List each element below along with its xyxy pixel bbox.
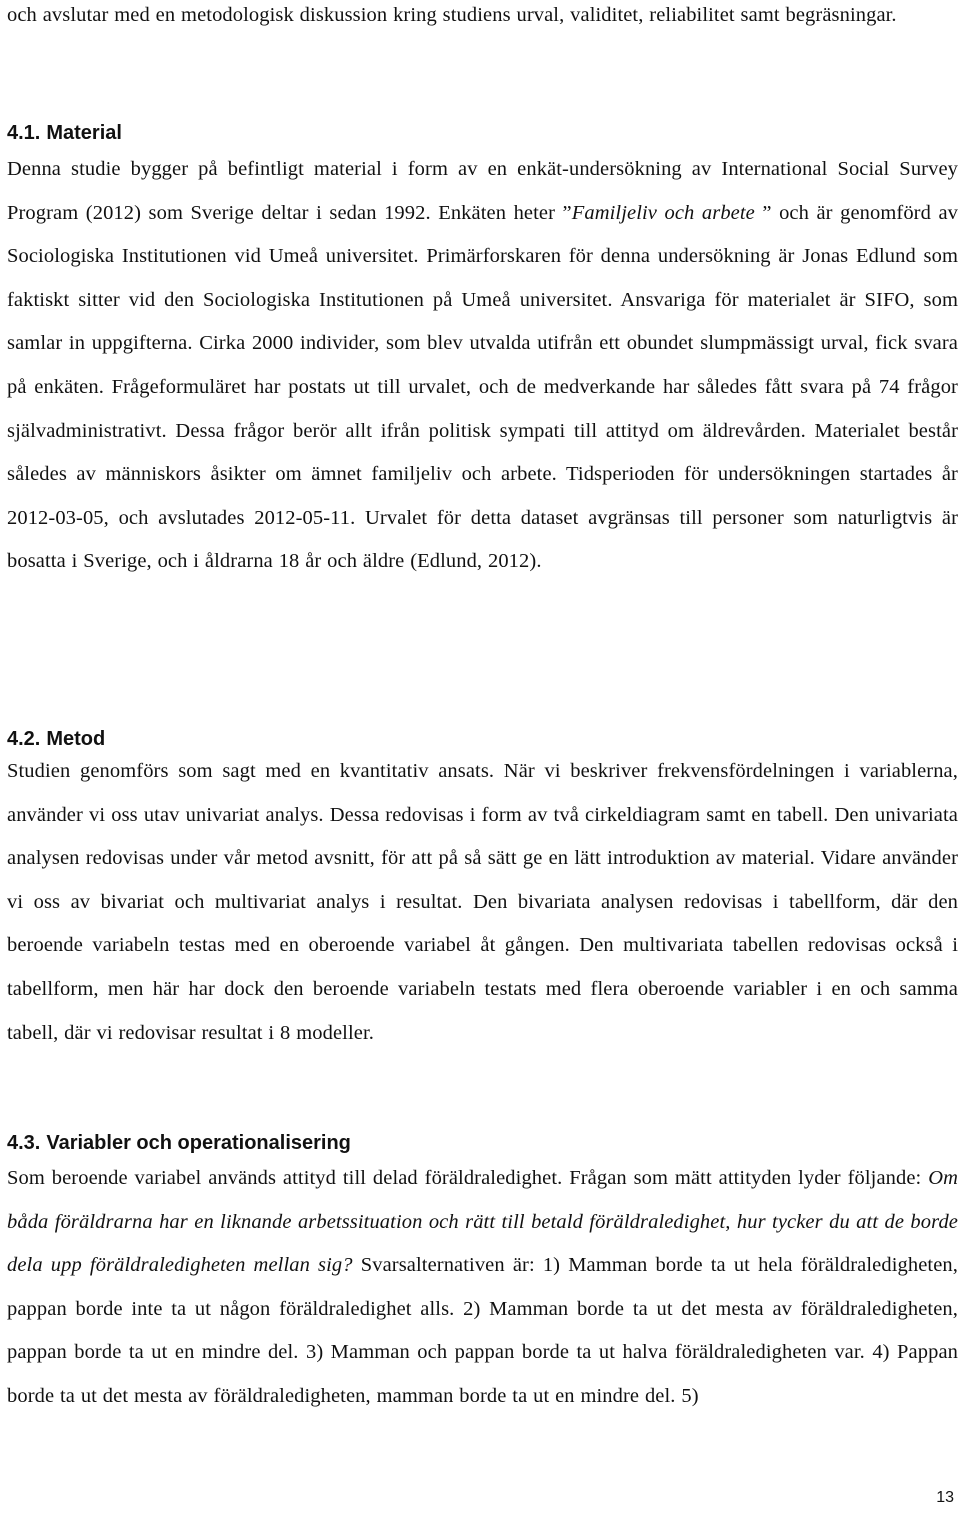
intro-continuation: och avslutar med en metodologisk diskussion kring studiens urval, validitet, reliabilitet samt begräsningar. [7, 4, 897, 26]
section-number: 4.2. [7, 728, 41, 750]
metod-paragraph: Studien genomförs som sagt med en kvantitativ ansats. När vi beskriver frekvensfördelningen i variablerna, använder vi oss utav univariat analys. Dessa redovisas i form av två cirkeldiagram samt en tabell. Den univariata analysen redovisas under vår metod avsnitt, för att på så sätt ge en lätt introduktion av material. Vidare använder vi oss av bivariat och multivariat analys i resultat. Den bivariata analysen redovisas i tabellform, där den beroende variabeln testas med en oberoende variabel åt gången. Den multivariata tabellen redovisas också i tabellform, men här har dock den beroende variabeln testats med flera oberoende variabler i en och samma tabell, där vi redovisar resultat i 8 modeller. [7, 760, 958, 1044]
section-number: 4.3. [7, 1132, 41, 1154]
variabler-text-a: Som beroende variabel används attityd till delad föräldraledighet. Frågan som mätt attityden lyder följande: [7, 1167, 929, 1189]
material-text-b: ” och är genomförd av Sociologiska Institutionen vid Umeå universitet. Primärforskaren för denna undersökning är Jonas Edlund som faktiskt sitter vid den Sociologiska Institutionen på Umeå universitet. Ansvariga för materialet är SIFO, som samlar in uppgifterna. Cirka 2000 individer, som blev utvalda utifrån ett obundet slumpmässigt urval, fick svara på enkäten. Frågeformuläret har postats ut till urvalet, och de medverkande har således fått svara på 74 frågor självadministrativt. Dessa frågor berör allt ifrån politisk sympati till attityd om äldrevården. Materialet består således av människors åsikter om ämnet familjeliv och arbete. Tidsperioden för undersökningen startades år 2012-03-05, och avslutades 2012-05-11. Urvalet för detta dataset avgränsas till personer som naturligtvis är bosatta i Sverige, och i åldrarna 18 år och äldre (Edlund, 2012). [7, 201, 958, 573]
section-title: Variabler och operationalisering [46, 1132, 351, 1154]
survey-title-italic: Familjeliv och arbete [571, 201, 755, 224]
variabler-paragraph [7, 1157, 958, 1419]
variabler-text-b: Svarsalternativen är: 1) Mamman borde ta ut hela föräldraledigheten, pappan borde inte ta ut någon föräldraledighet alls. 2) Mamman borde ta ut det mesta av föräldraledigheten, pappan borde ta ut en mindre del. 3) Mamman och pappan borde ta ut halva föräldraledigheten var. 4) Pappan borde ta ut det mesta av föräldraledigheten, mamman borde ta ut en mindre del. 5) [7, 1254, 958, 1407]
section-heading-metod [7, 727, 105, 751]
section-heading-material [7, 121, 122, 145]
section-heading-variabler [7, 1131, 351, 1155]
section-number: 4.1. [7, 122, 41, 144]
page-number: 13 [936, 1489, 954, 1506]
material-text-a: Denna studie bygger på befintligt material i form av en enkät-undersökning av International Social Survey Program (2012) som Sverige deltar i sedan 1992. Enkäten heter ” [7, 158, 958, 224]
section-title: Metod [46, 728, 106, 750]
material-paragraph [7, 148, 958, 584]
section-title: Material [46, 122, 122, 144]
survey-question-italic: Om båda föräldrarna har en liknande arbetssituation och rätt till betald föräldraledighet, hur tycker du att de borde dela upp föräldraledigheten mellan sig? [7, 1167, 958, 1277]
